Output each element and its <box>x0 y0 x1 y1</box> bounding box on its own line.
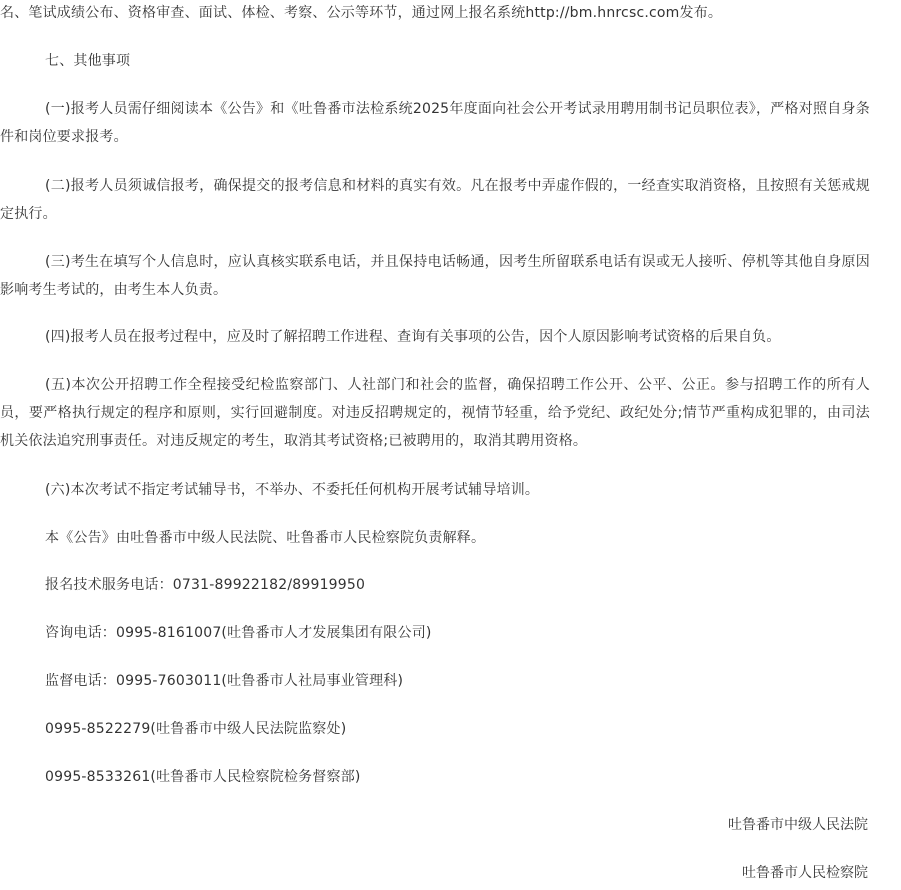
item-5: (五)本次公开招聘工作全程接受纪检监察部门、人社部门和社会的监督，确保招聘工作公开、公平、公正。参与招聘工作的所有人员，要严格执行规定的程序和原则，实行回避制度。对违反招聘规定的，视情节轻重，给予党纪、政纪处分;情节严重构成犯罪的，由司法机关依法追究刑事责任。对违反规定的考生，取消其考试资格;已被聘用的，取消其聘用资格。 <box>0 377 870 449</box>
item-1: (一)报考人员需仔细阅读本《公告》和《吐鲁番市法检系统2025年度面向社会公开考试录用聘用制书记员职位表》，严格对照自身条件和岗位要求报考。 <box>0 101 870 145</box>
section-heading: 七、其他事项 <box>45 53 131 69</box>
signature-procuratorate: 吐鲁番市人民检察院 <box>742 865 868 881</box>
contact-tech-service: 报名技术服务电话：0731-89922182/89919950 <box>45 577 366 593</box>
signature-court: 吐鲁番市中级人民法院 <box>728 817 868 833</box>
intro-tail-text: 名、笔试成绩公布、资格审查、面试、体检、考察、公示等环节，通过网上报名系统http://bm.hnrcsc.com发布。 <box>0 5 723 21</box>
item-3: (三)考生在填写个人信息时，应认真核实联系电话，并且保持电话畅通，因考生所留联系电话有误或无人接听、停机等其他自身原因影响考生考试的，由考生本人负责。 <box>0 254 870 298</box>
item-4: (四)报考人员在报考过程中，应及时了解招聘工作进程、查询有关事项的公告，因个人原因影响考试资格的后果自负。 <box>45 329 781 345</box>
item-2: (二)报考人员须诚信报考，确保提交的报考信息和材料的真实有效。凡在报考中弄虚作假的，一经查实取消资格，且按照有关惩戒规定执行。 <box>0 178 870 222</box>
contact-procuratorate-inspection: 0995-8533261(吐鲁番市人民检察院检务督察部) <box>45 769 361 785</box>
interpretation-text: 本《公告》由吐鲁番市中级人民法院、吐鲁番市人民检察院负责解释。 <box>45 530 486 546</box>
contact-consult: 咨询电话：0995-8161007(吐鲁番市人才发展集团有限公司) <box>45 625 432 641</box>
item-6: (六)本次考试不指定考试辅导书，不举办、不委托任何机构开展考试辅导培训。 <box>45 482 540 498</box>
contact-supervision: 监督电话：0995-7603011(吐鲁番市人社局事业管理科) <box>45 673 404 689</box>
contact-court-inspection: 0995-8522279(吐鲁番市中级人民法院监察处) <box>45 721 347 737</box>
